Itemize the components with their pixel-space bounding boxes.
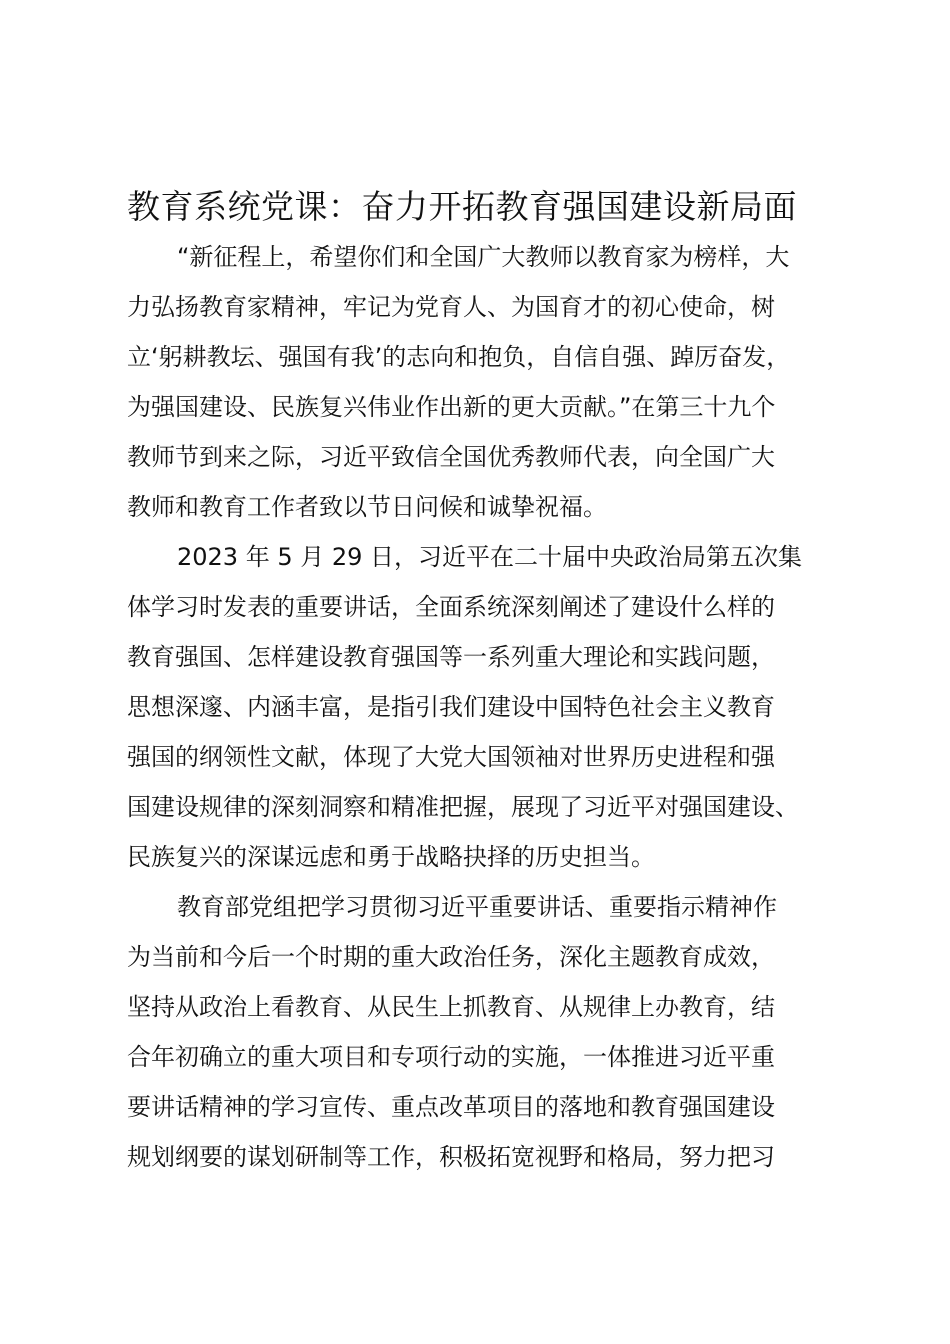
paragraph-3: [127, 882, 833, 1182]
paragraph-line: 教师和教育工作者致以节日问候和诚挚祝福。: [127, 493, 607, 521]
paragraph-line: 教师节到来之际，习近平致信全国优秀教师代表，向全国广大: [127, 443, 775, 471]
document-page: [127, 182, 833, 1182]
paragraph-line: 力弘扬教育家精神，牢记为党育人、为国育才的初心使命，树: [127, 293, 775, 321]
paragraph-2: [127, 532, 833, 882]
paragraph-line: 教育部党组把学习贯彻习近平重要讲话、重要指示精神作: [177, 893, 777, 921]
paragraph-line: 教育强国、怎样建设教育强国等一系列重大理论和实践问题，: [127, 643, 775, 671]
paragraph-line: 民族复兴的深谋远虑和勇于战略抉择的历史担当。: [127, 843, 655, 871]
paragraph-line: 要讲话精神的学习宣传、重点改革项目的落地和教育强国建设: [127, 1093, 775, 1121]
paragraph-line: 为强国建设、民族复兴伟业作出新的更大贡献。”在第三十九个: [127, 393, 776, 421]
paragraph-line: 合年初确立的重大项目和专项行动的实施，一体推进习近平重: [127, 1043, 775, 1071]
paragraph-line: 规划纲要的谋划研制等工作，积极拓宽视野和格局，努力把习: [127, 1143, 775, 1171]
document-title: 教育系统党课：奋力开拓教育强国建设新局面: [127, 187, 797, 226]
paragraph-line: “新征程上，希望你们和全国广大教师以教育家为榜样，大: [177, 243, 790, 271]
paragraph-line: 国建设规律的深刻洞察和精准把握，展现了习近平对强国建设、: [127, 793, 799, 821]
paragraph-line: 强国的纲领性文献，体现了大党大国领袖对世界历史进程和强: [127, 743, 775, 771]
paragraph-line: 体学习时发表的重要讲话，全面系统深刻阐述了建设什么样的: [127, 593, 775, 621]
paragraph-line: 立‘躬耕教坛、强国有我’的志向和抱负，自信自强、踔厉奋发，: [127, 343, 791, 371]
paragraph-1: [127, 232, 833, 532]
paragraph-line: 为当前和今后一个时期的重大政治任务，深化主题教育成效，: [127, 943, 775, 971]
paragraph-line: 坚持从政治上看教育、从民生上抓教育、从规律上办教育，结: [127, 993, 775, 1021]
paragraph-line: 思想深邃、内涵丰富，是指引我们建设中国特色社会主义教育: [127, 693, 775, 721]
paragraph-line: 2023 年 5 月 29 日，习近平在二十届中央政治局第五次集: [177, 543, 803, 571]
